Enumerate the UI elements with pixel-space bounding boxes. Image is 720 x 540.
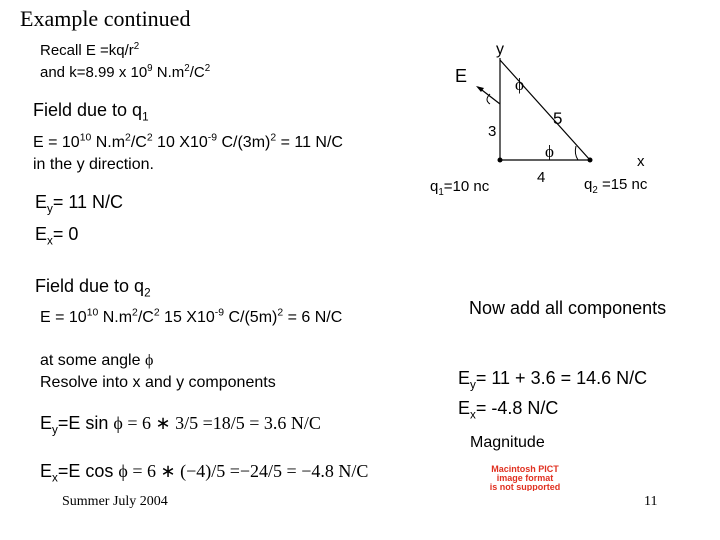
slide-title: Example continued (20, 6, 191, 31)
q2-ey-symbol: E (40, 413, 53, 433)
q1-direction: in the y direction. (33, 156, 154, 173)
q2-ey-label: =E sin (57, 413, 114, 433)
constant-exponent: 9 (147, 63, 153, 74)
q1-ex-sub: x (47, 234, 53, 248)
q2-charge-dot (588, 158, 593, 163)
add-components-heading: Now add all components (469, 298, 667, 318)
y-axis-label: y (496, 41, 504, 58)
side-3-label: 3 (488, 123, 497, 140)
charge-geometry-diagram (420, 30, 700, 200)
q2-ey (40, 413, 321, 437)
q1-ey-sub: y (47, 202, 53, 216)
q2-eq-part: N.m (98, 309, 133, 326)
total-ey (458, 368, 648, 392)
q2-charge-label (584, 176, 648, 196)
unsupported-image-placeholder (463, 463, 587, 491)
q2-angle-text: at some angle (40, 352, 145, 369)
x-axis-label: x (637, 153, 645, 170)
total-ey-symbol: E (458, 368, 471, 388)
total-ex-value: = -4.8 N/C (475, 398, 559, 418)
q2-eq-part: 15 X10 (159, 309, 215, 326)
q2-ex-formula: ϕ = 6 ∗ (−4)/5 =−24/5 = −4.8 N/C (118, 461, 369, 481)
constant-unit-exp-2: 2 (204, 63, 211, 74)
side-4-label: 4 (537, 169, 546, 186)
side-5-label: 5 (553, 109, 563, 128)
q1-eq-part: 10 X10 (152, 134, 208, 151)
q1-field-equation (33, 134, 343, 152)
q1-eq-sup: 2 (146, 132, 153, 144)
footer-date: Summer July 2004 (62, 494, 168, 509)
e-vector-label: E (455, 66, 468, 86)
q2-heading (35, 276, 151, 300)
q1-ey (35, 192, 124, 216)
q1-eq-part: C/(3m) (217, 134, 271, 151)
q2-charge-value: =15 nc (597, 176, 648, 193)
q1-ex-symbol: E (35, 224, 48, 244)
q2-eq-part: = 6 N/C (283, 309, 343, 326)
q1-eq-sup: 10 (79, 132, 92, 144)
constant-text: and k=8.99 x 10 (40, 64, 148, 81)
q2-charge-symbol: q (584, 176, 593, 193)
q1-charge-value: =10 nc (443, 178, 490, 195)
total-ex-symbol: E (458, 398, 471, 418)
q2-eq-sup: -9 (214, 307, 225, 319)
q1-eq-sup: 2 (270, 132, 277, 144)
total-ex (458, 398, 559, 422)
q1-charge-label (430, 178, 490, 198)
q2-eq-part: /C (137, 309, 154, 326)
q1-eq-part: /C (130, 134, 147, 151)
q2-angle-note (40, 352, 153, 370)
q1-eq-sup: -9 (207, 132, 218, 144)
q1-eq-part: N.m (91, 134, 126, 151)
q2-eq-part: C/(5m) (224, 309, 278, 326)
total-ey-sub: y (470, 378, 476, 392)
q2-ey-sub: y (52, 423, 58, 437)
q1-charge-symbol: q (430, 178, 439, 195)
q2-eq-part: E = 10 (40, 309, 87, 326)
phi-bottom-arc (575, 146, 578, 160)
page-number: 11 (644, 494, 658, 509)
q2-ey-formula: ϕ = 6 ∗ 3/5 =18/5 = 3.6 N/C (113, 413, 321, 433)
q2-angle-phi: ϕ (144, 352, 154, 369)
q1-eq-part: E = 10 (33, 134, 80, 151)
q1-ex (35, 224, 79, 248)
placeholder-line-3: is not supported (489, 482, 561, 491)
phi-bottom-label: ϕ (545, 142, 554, 161)
recall-constant (40, 64, 210, 81)
q2-ex-label: =E cos (57, 461, 119, 481)
q2-eq-sup: 2 (153, 307, 160, 319)
q2-heading-text: Field due to q (35, 276, 145, 296)
q2-eq-sup: 10 (86, 307, 99, 319)
q1-heading-text: Field due to q (33, 100, 143, 120)
q1-heading-sub: 1 (142, 110, 149, 124)
q2-ex-symbol: E (40, 461, 53, 481)
q1-eq-part: = 11 N/C (276, 134, 343, 151)
q1-heading (33, 100, 149, 124)
magnitude-label: Magnitude (470, 434, 545, 451)
constant-unit-exp-1: 2 (184, 63, 190, 74)
q1-ey-symbol: E (35, 192, 48, 212)
placeholder-line-2: image format (496, 473, 554, 483)
recall-formula (40, 42, 139, 59)
recall-formula-text: Recall E =kq/r (40, 42, 134, 59)
q1-charge-dot (498, 158, 503, 163)
q2-charge-sub: 2 (592, 185, 598, 196)
q2-ex (40, 461, 369, 485)
total-ex-sub: x (470, 408, 476, 422)
q2-heading-sub: 2 (144, 286, 151, 300)
q2-resolve-note: Resolve into x and y components (40, 374, 276, 391)
q1-charge-sub: 1 (438, 187, 444, 198)
q2-ex-sub: x (52, 471, 58, 485)
placeholder-line-1: Macintosh PICT (491, 464, 559, 474)
q1-ex-value: = 0 (52, 224, 79, 244)
q2-field-equation (40, 309, 342, 327)
phi-top-label: ϕ (515, 75, 524, 94)
q2-eq-sup: 2 (277, 307, 284, 319)
constant-unit: N.m (152, 64, 185, 81)
q2-eq-sup: 2 (132, 307, 138, 319)
constant-unit-2: /C (189, 64, 205, 81)
total-ey-value: = 11 + 3.6 = 14.6 N/C (475, 368, 648, 388)
q1-eq-sup: 2 (125, 132, 131, 144)
q1-ey-value: = 11 N/C (52, 192, 124, 212)
recall-formula-exponent: 2 (133, 41, 140, 52)
